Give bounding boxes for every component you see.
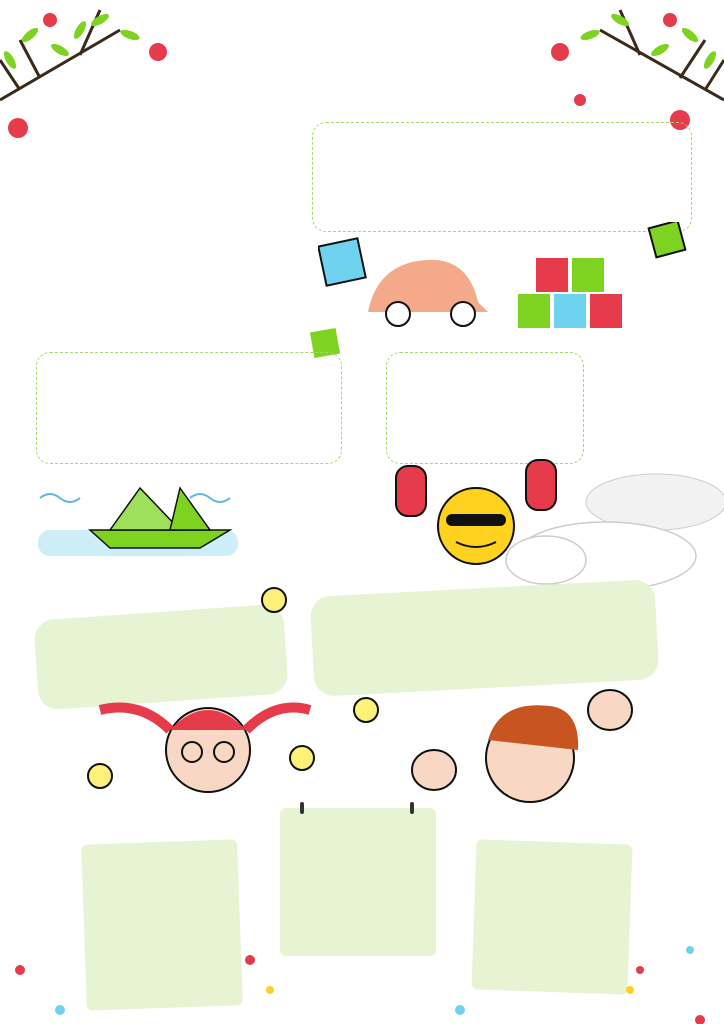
drowning-text-3 — [46, 365, 332, 376]
calendar-june-grid — [92, 852, 228, 857]
calendar-august-grid — [486, 852, 622, 857]
heat-stroke-panel — [386, 352, 584, 464]
road-accidents-panel — [312, 122, 692, 232]
toy-car-blocks-illustration — [318, 222, 698, 342]
flowers-decoration — [0, 930, 724, 1024]
calendar-august-title — [486, 846, 622, 851]
sun-boxer-illustration — [376, 456, 724, 586]
paper-boat-illustration — [30, 478, 260, 568]
apple-tree-left-illustration — [0, 0, 200, 140]
calendar-ring — [300, 802, 304, 814]
drowning-risk-panel — [36, 352, 342, 464]
calendar-june-title — [91, 846, 227, 851]
calendar-ring — [410, 802, 414, 814]
kids-and-lightbulbs-illustration — [60, 580, 660, 810]
apple-tree-right-illustration — [530, 0, 724, 140]
